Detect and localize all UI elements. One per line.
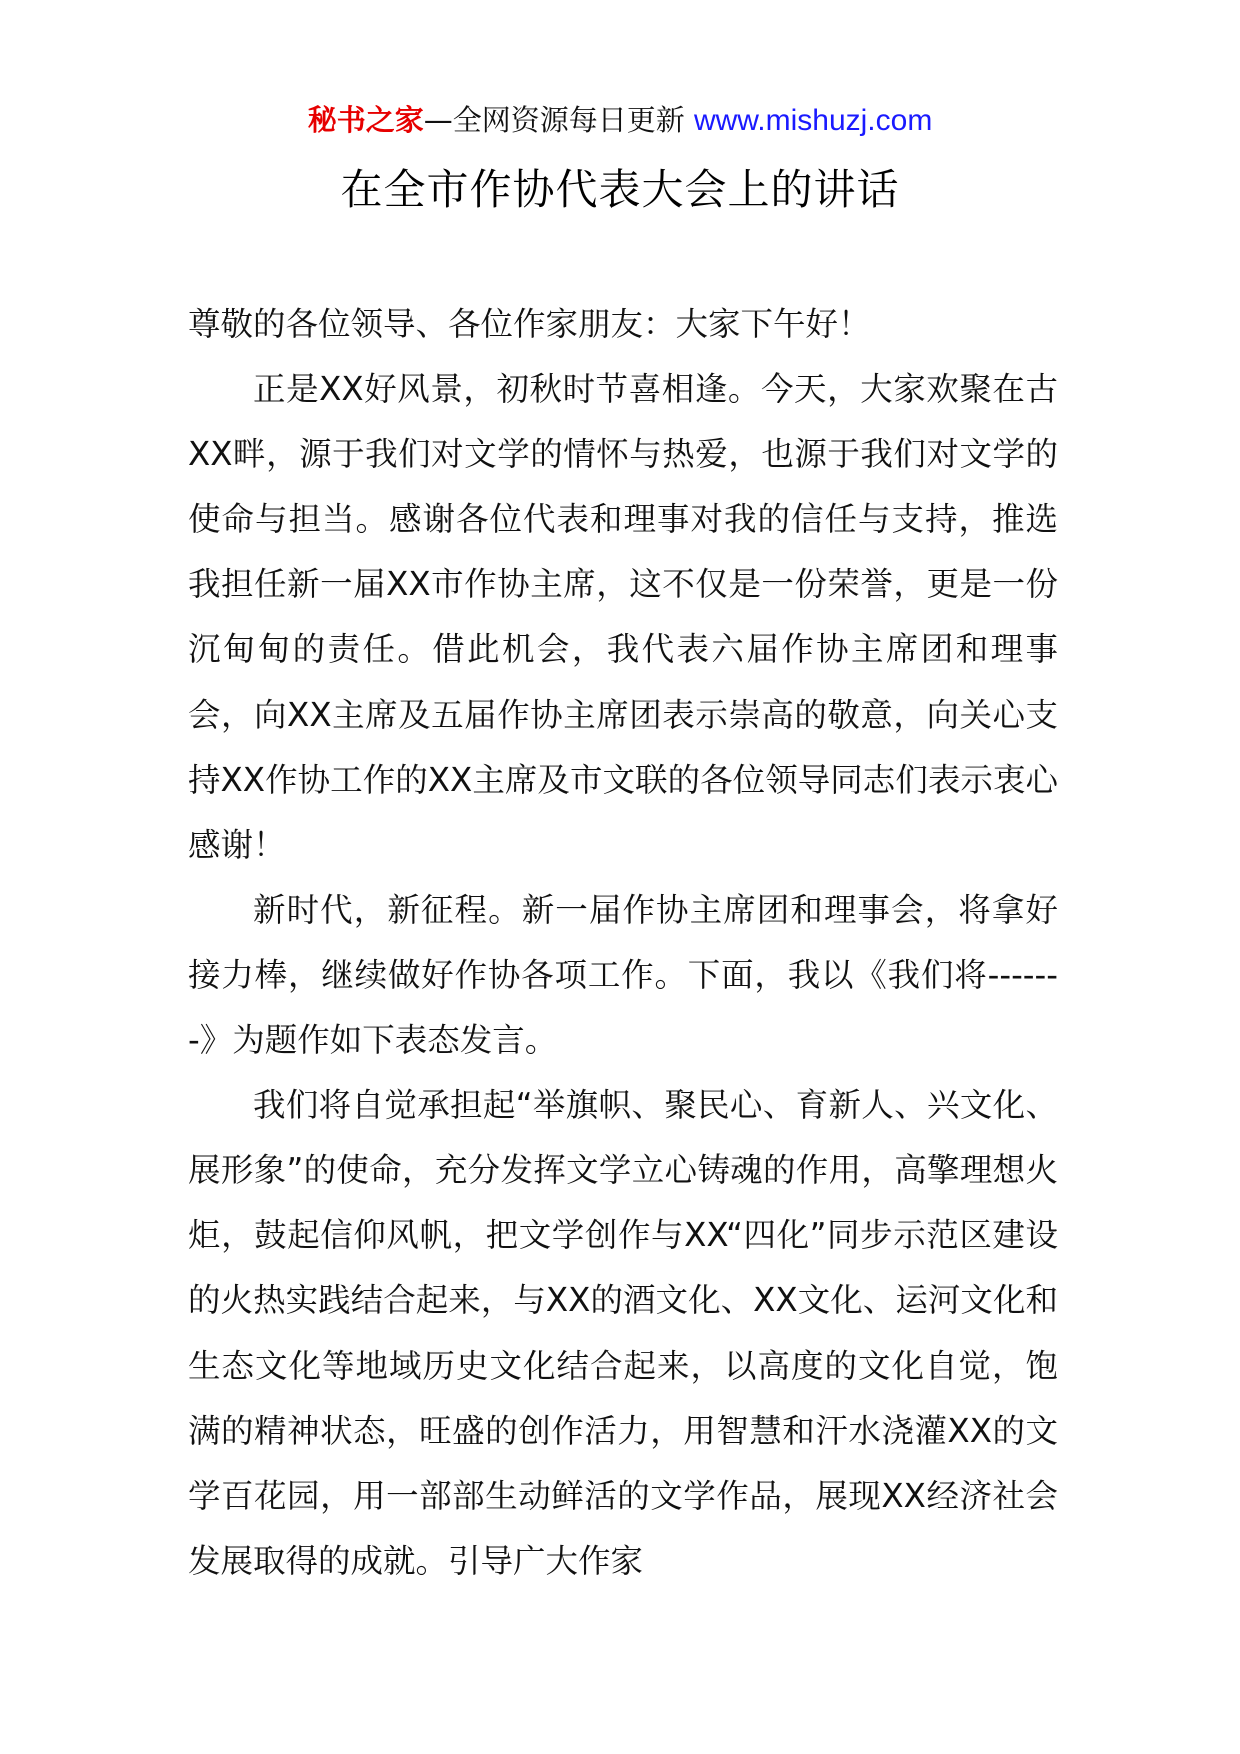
document-title: 在全市作协代表大会上的讲话 bbox=[340, 165, 900, 214]
header-slogan: —全网资源每日更新 bbox=[423, 103, 685, 137]
greeting-line: 尊敬的各位领导、各位作家朋友：大家下午好！ bbox=[188, 305, 871, 343]
body-paragraph: 正是XX好风景，初秋时节喜相逢。今天，大家欢聚在古XX畔，源于我们对文学的情怀与热爱，也源于我们对文学的使命与担当。感谢各位代表和理事对我的信任与支持，推选我担任新一届XX市作协主席，这不仅是一份荣誉，更是一份沉甸甸的责任。借此机会，我代表六届作协主席团和理事会，向XX主席及五届作协主席团表示崇高的敬意，向关心支持XX作协工作的XX主席及市文联的各位领导同志们表示衷心感谢！ bbox=[188, 370, 1058, 864]
brand-name: 秘书之家 bbox=[307, 103, 424, 137]
site-url-link[interactable]: www.mishuzj.com bbox=[693, 104, 933, 137]
body-paragraph: 新时代，新征程。新一届作协主席团和理事会，将拿好接力棒，继续做好作协各项工作。下面，我以《我们将-------》为题作如下表态发言。 bbox=[188, 890, 1058, 1060]
document-body bbox=[188, 292, 1058, 1594]
body-paragraph: 我们将自觉承担起“举旗帜、聚民心、育新人、兴文化、展形象”的使命，充分发挥文学立心铸魂的作用，高擎理想火炬，鼓起信仰风帆，把文学创作与XX“四化”同步示范区建设的火热实践结合起来，与XX的酒文化、XX文化、运河文化和生态文化等地域历史文化结合起来，以高度的文化自觉，饱满的精神状态，旺盛的创作活力，用智慧和汗水浇灌XX的文学百花园，用一部部生动鲜活的文学作品，展现XX经济社会发展取得的成就。引导广大作家 bbox=[188, 1086, 1058, 1580]
site-header bbox=[0, 100, 1240, 141]
